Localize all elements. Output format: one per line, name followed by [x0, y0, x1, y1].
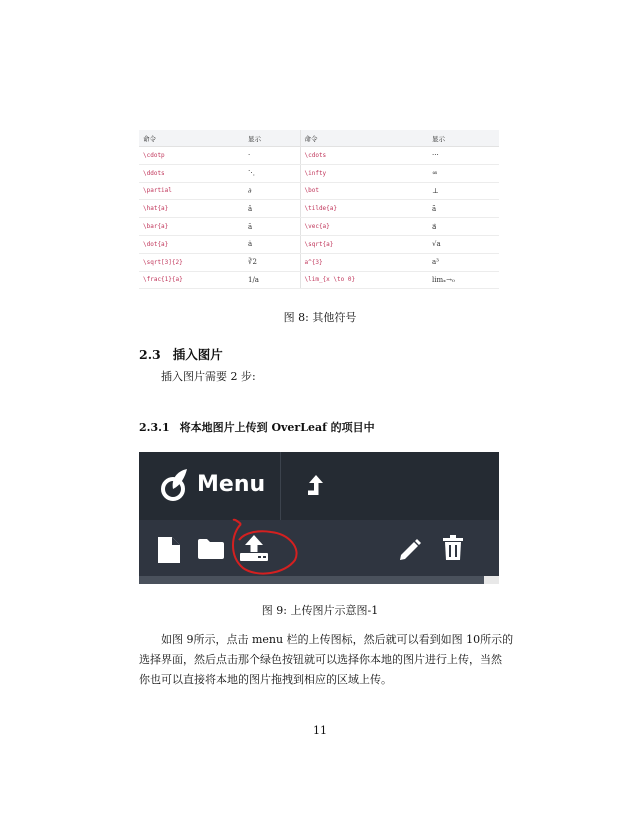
command-cell: \ddots: [139, 164, 244, 182]
command-cell: \cdots: [300, 147, 428, 165]
annotation-red-circle: [227, 516, 299, 578]
table-row: [139, 235, 499, 253]
paragraph-line-3: 你也可以直接将本地的图片拖拽到相应的区域上传。: [139, 673, 392, 686]
symbol-cell: ȧ: [244, 235, 300, 253]
symbol-cell: √a: [428, 235, 499, 253]
table-row: [139, 253, 499, 271]
symbol-cell: a³: [428, 253, 499, 271]
header-display-1: 显示: [244, 130, 300, 147]
section-heading: [139, 345, 223, 363]
figure-8-caption: 图 8: 其他符号: [283, 311, 357, 324]
command-cell: \sqrt[3]{2}: [139, 253, 244, 271]
command-cell: \frac{1}{a}: [139, 271, 244, 289]
section-number: 2.3: [139, 347, 161, 362]
symbol-cell: limₓ→₀: [428, 271, 499, 289]
paragraph-line-2: 选择界面，然后点击那个绿色按钮就可以选择你本地的图片进行上传，当然: [139, 653, 502, 666]
screenshot-corner: [484, 576, 499, 584]
table-row: [139, 218, 499, 236]
command-cell: \infty: [300, 164, 428, 182]
symbol-cell: ∂: [244, 182, 300, 200]
screenshot-scrollbar: [139, 576, 484, 584]
symbol-cell: ·: [244, 147, 300, 165]
header-command-1: 命令: [139, 130, 244, 147]
paragraph-line-1: 如图 9所示，点击 menu 栏的上传图标，然后就可以看到如图 10所示的: [161, 633, 514, 646]
symbol-cell: ā: [244, 218, 300, 236]
table-row: [139, 200, 499, 218]
header-divider: [280, 452, 281, 520]
symbol-cell: ···: [428, 147, 499, 165]
overleaf-logo-icon: [159, 467, 189, 503]
section-title: 插入图片: [172, 347, 223, 362]
symbol-cell: ∛2: [244, 253, 300, 271]
table-header-row: [139, 130, 499, 147]
command-cell: \bot: [300, 182, 428, 200]
subsection-number: 2.3.1: [139, 421, 170, 434]
page-number: 11: [313, 724, 327, 737]
header-display-2: 显示: [428, 130, 499, 147]
symbol-cell: a⃗: [428, 218, 499, 236]
menu-label[interactable]: Menu: [197, 472, 266, 497]
command-cell: a^{3}: [300, 253, 428, 271]
command-cell: \dot{a}: [139, 235, 244, 253]
pencil-icon[interactable]: [398, 537, 422, 561]
overleaf-screenshot: [139, 452, 499, 584]
table-row: [139, 182, 499, 200]
upload-arrow-icon[interactable]: [305, 473, 325, 499]
command-cell: \vec{a}: [300, 218, 428, 236]
figure-9-caption: 图 9: 上传图片示意图-1: [261, 604, 379, 617]
command-cell: \lim_{x \to 0}: [300, 271, 428, 289]
symbol-cell: ⊥: [428, 182, 499, 200]
symbol-cell: ∞: [428, 164, 499, 182]
trash-icon[interactable]: [442, 535, 464, 561]
command-cell: \partial: [139, 182, 244, 200]
symbol-cell: ⋱: [244, 164, 300, 182]
command-cell: \bar{a}: [139, 218, 244, 236]
header-command-2: 命令: [300, 130, 428, 147]
symbol-table: [139, 130, 499, 289]
symbol-cell: ã: [428, 200, 499, 218]
table-row: [139, 164, 499, 182]
subsection-heading: [139, 419, 375, 435]
command-cell: \sqrt{a}: [300, 235, 428, 253]
new-file-icon[interactable]: [157, 536, 181, 564]
table-row: [139, 271, 499, 289]
subsection-title: 将本地图片上传到 OverLeaf 的项目中: [179, 421, 375, 434]
new-folder-icon[interactable]: [197, 538, 225, 560]
symbol-cell: 1/a: [244, 271, 300, 289]
command-cell: \tilde{a}: [300, 200, 428, 218]
table-row: [139, 147, 499, 165]
section-intro: 插入图片需要 2 步:: [161, 370, 256, 383]
command-cell: \hat{a}: [139, 200, 244, 218]
symbol-cell: â: [244, 200, 300, 218]
command-cell: \cdotp: [139, 147, 244, 165]
